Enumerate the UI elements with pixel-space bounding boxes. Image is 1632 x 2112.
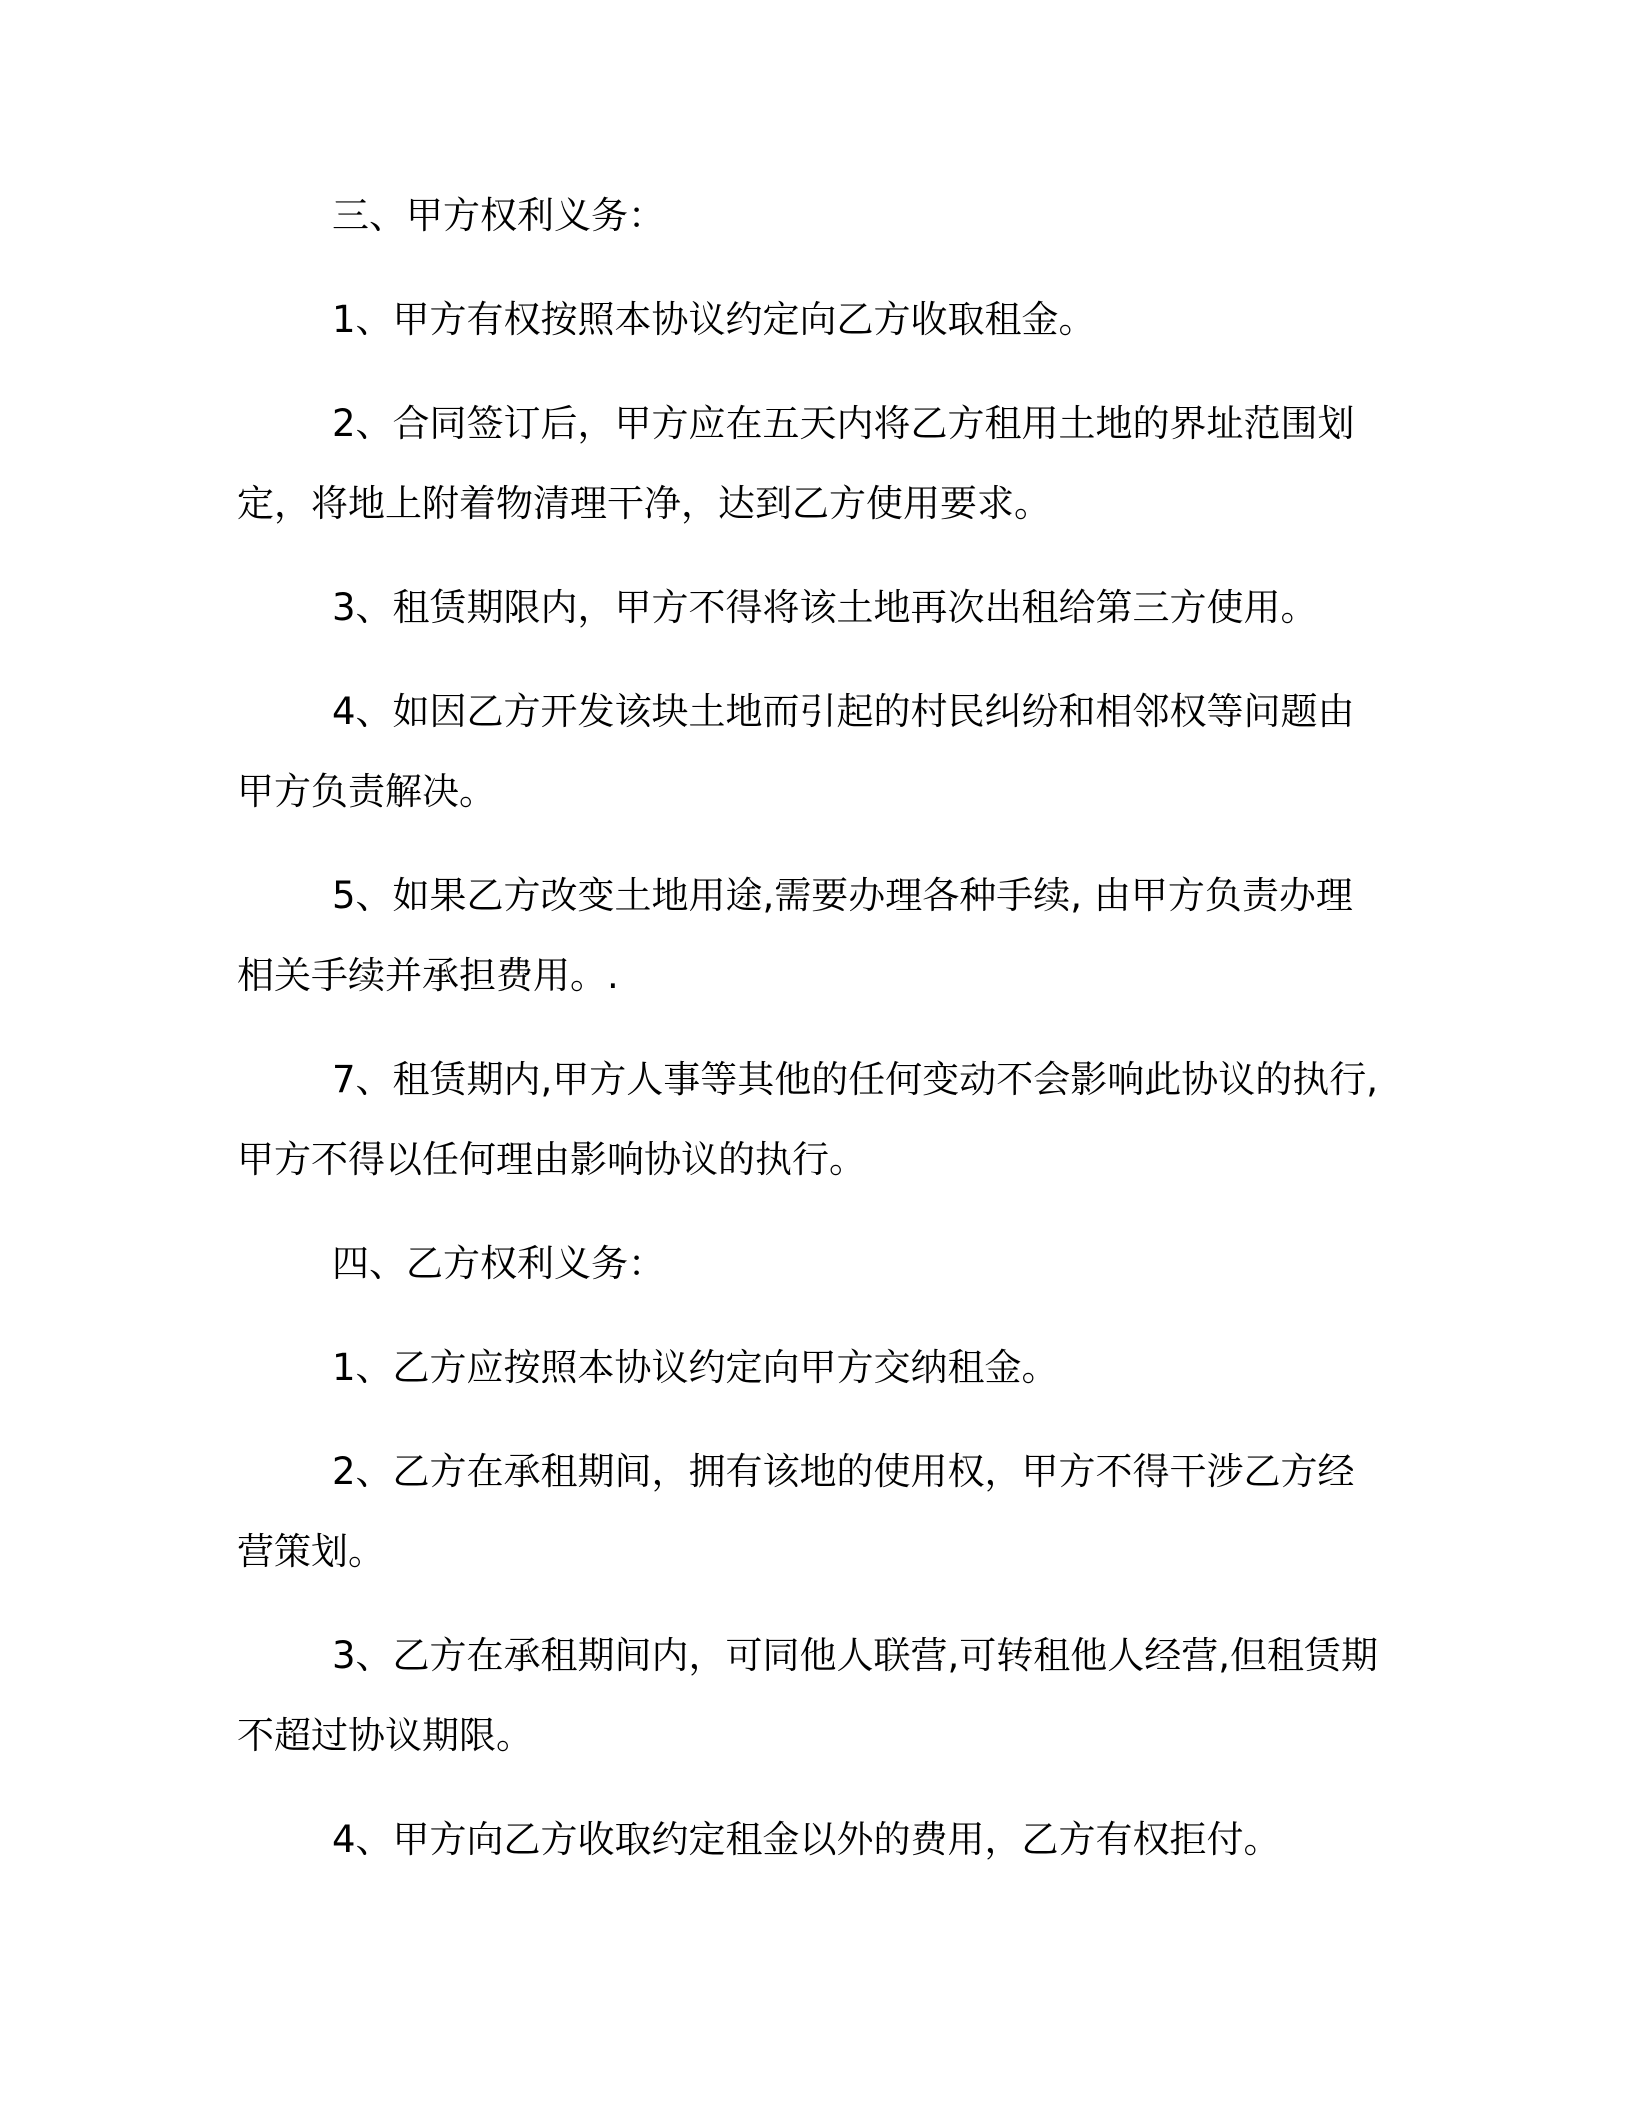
section-3-item-3: 3、租赁期限内，甲方不得将该土地再次出租给第三方使用。 [332,586,1318,629]
section-4-item-1: 1、乙方应按照本协议约定向甲方交纳租金。 [332,1346,1059,1389]
section-4-item-2: 2、乙方在承租期间，拥有该地的使用权，甲方不得干涉乙方经营策划。 [237,1450,1355,1573]
document-page [237,176,1387,1904]
section-3-item-2: 2、合同签订后，甲方应在五天内将乙方租用土地的界址范围划定，将地上附着物清理干净，达到乙方使用要求。 [237,402,1355,525]
section-3-item-1: 1、甲方有权按照本协议约定向乙方收取租金。 [332,298,1096,341]
section-4-item-4: 4、甲方向乙方收取约定租金以外的费用，乙方有权拒付。 [332,1818,1281,1861]
section-4-item-3: 3、乙方在承租期间内，可同他人联营,可转租他人经营,但租赁期不超过协议期限。 [237,1634,1379,1757]
section-3-item-4: 4、如因乙方开发该块土地而引起的村民纠纷和相邻权等问题由甲方负责解决。 [237,690,1355,813]
section-3-heading: 三、甲方权利义务： [332,194,665,237]
section-4-heading: 四、乙方权利义务： [332,1242,665,1285]
section-3-item-5: 5、如果乙方改变土地用途,需要办理各种手续, 由甲方负责办理相关手续并承担费用。. [237,874,1353,997]
section-3-item-7: 7、租赁期内,甲方人事等其他的任何变动不会影响此协议的执行,甲方不得以任何理由影响协议的执行。 [237,1058,1379,1181]
